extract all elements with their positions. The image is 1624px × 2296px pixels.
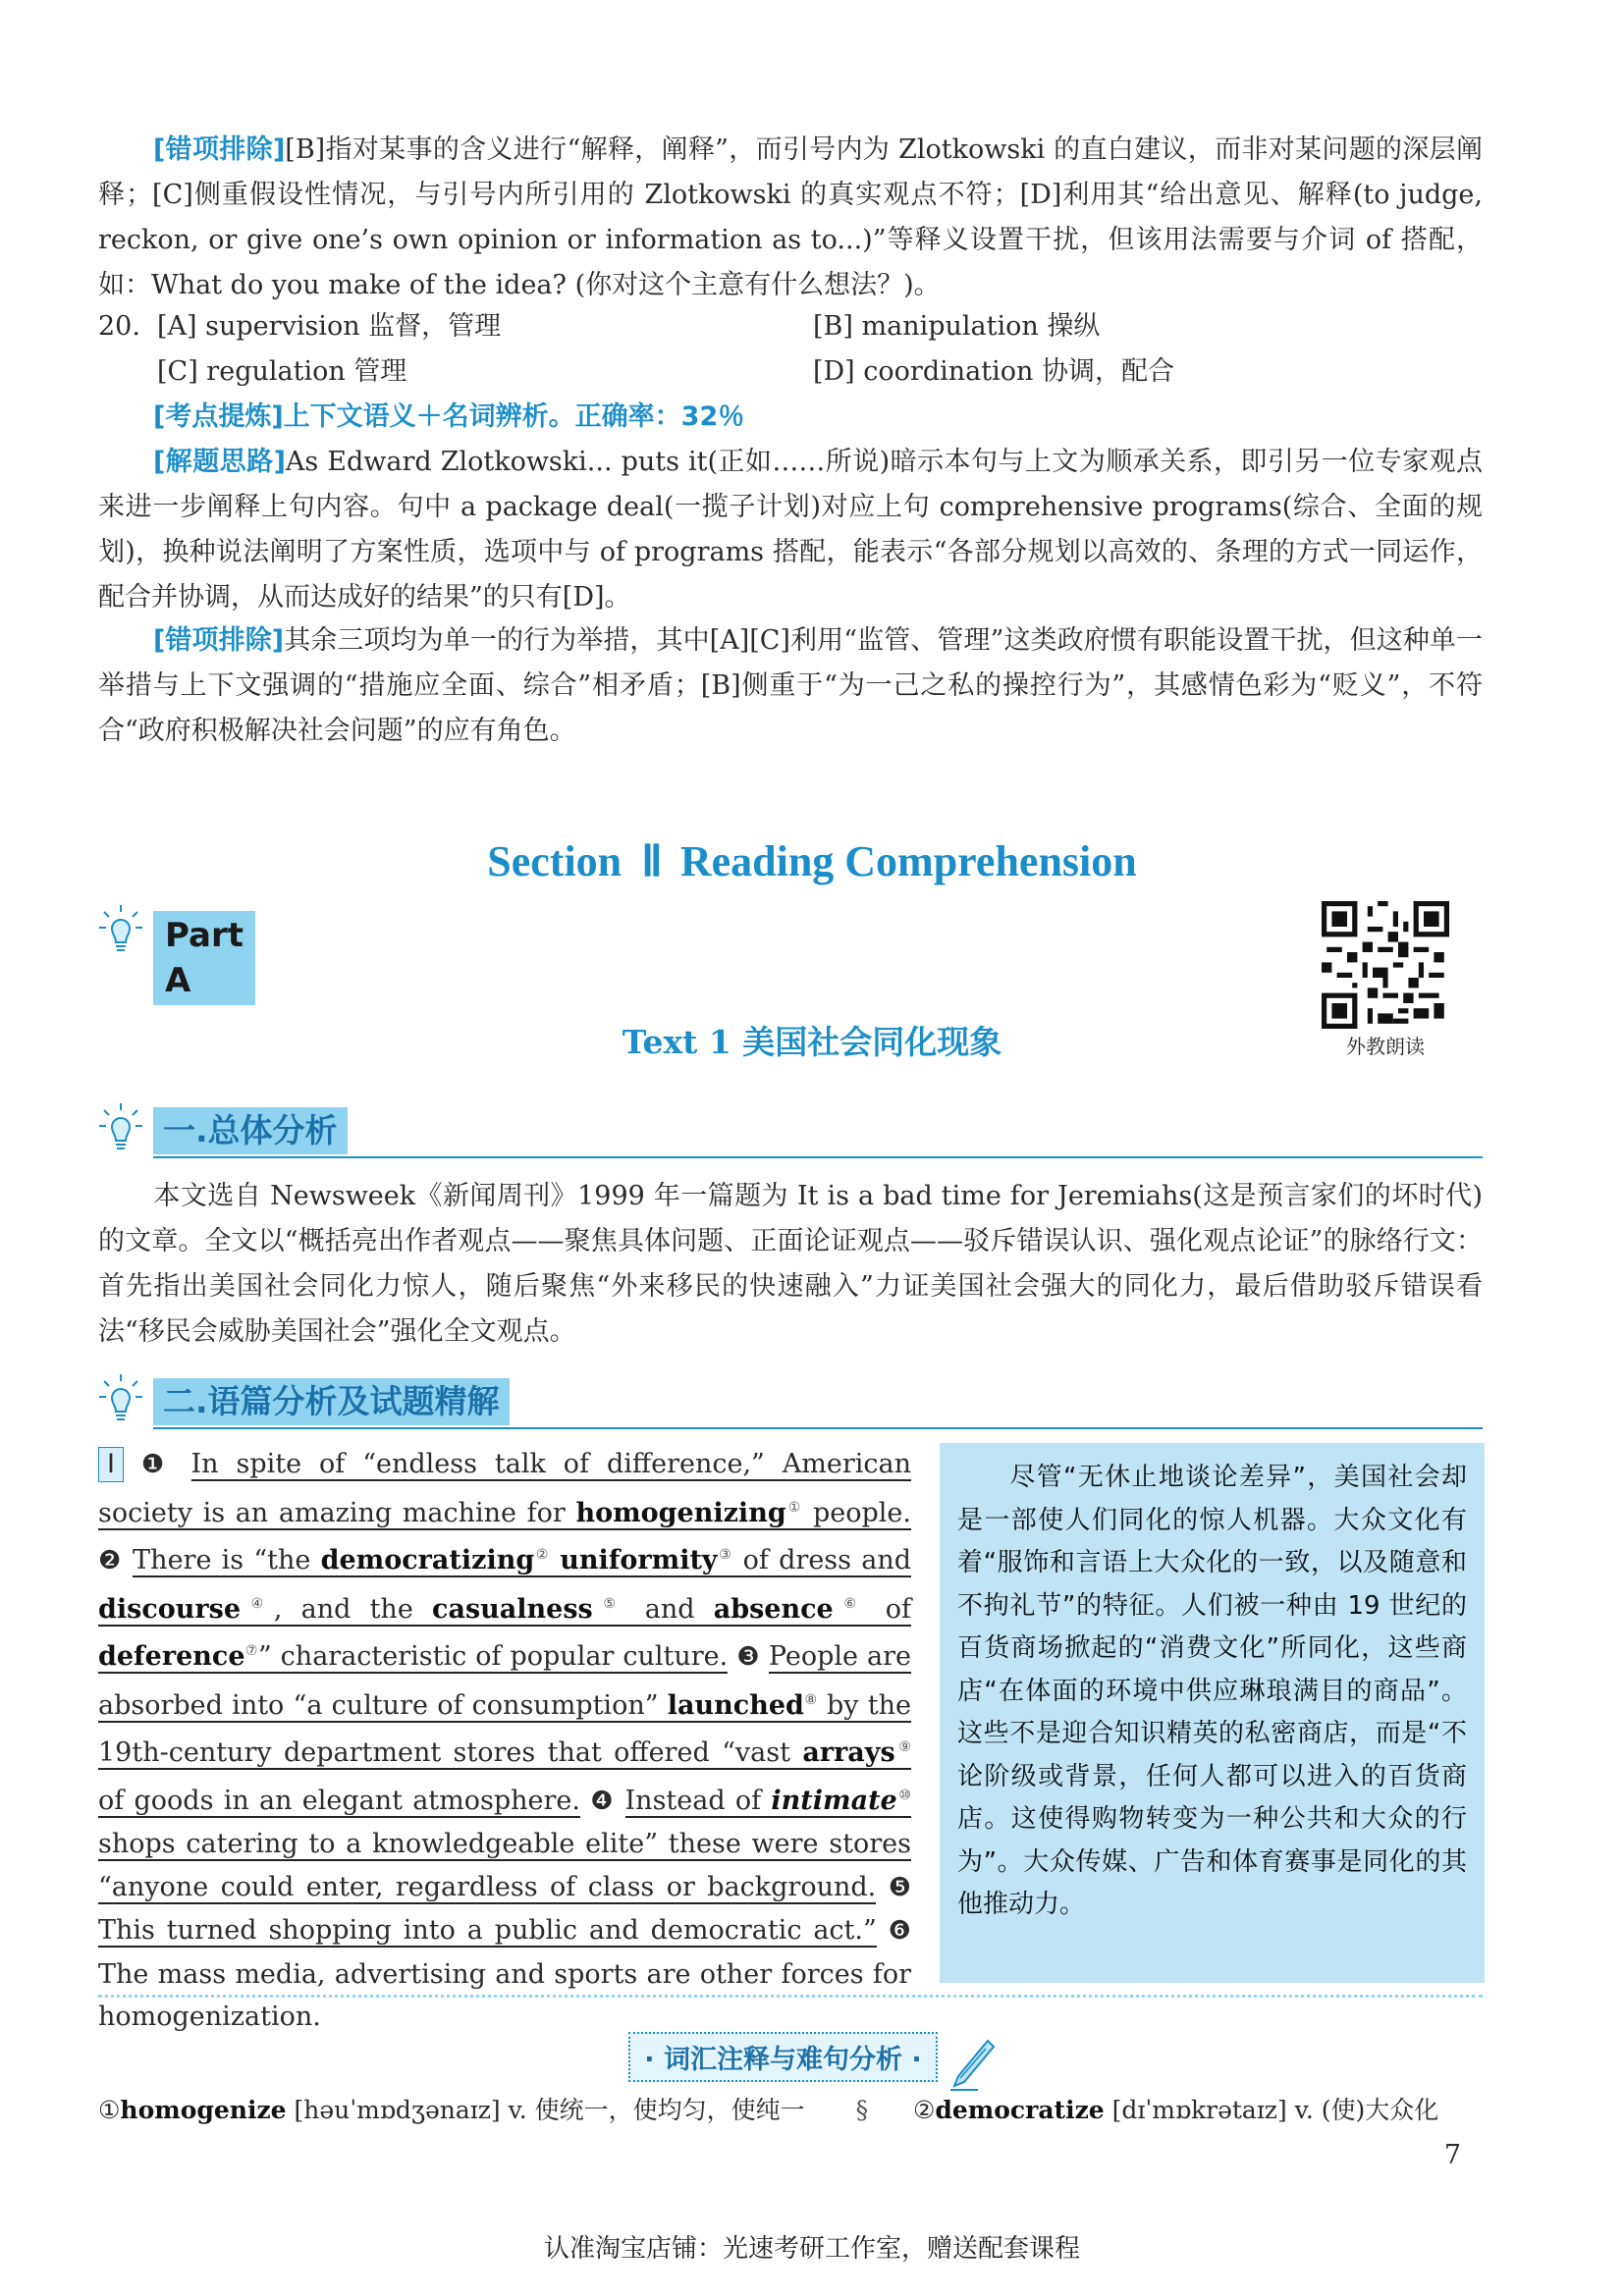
pen-icon: [948, 2037, 996, 2092]
sentence-6: The mass media, advertising and sports are other forces for homogenization.: [98, 1958, 911, 2032]
vocab-1-rest: [həuˈmɒdʒənaɪz] v. 使统一，使均匀，使纯一: [286, 2096, 805, 2124]
heading-rule: [153, 1427, 1483, 1429]
sentence-3-number: ❸: [736, 1642, 760, 1672]
q20-option-d: [D] coordination 协调，配合: [813, 356, 1174, 387]
sentence-2-number: ❷: [98, 1546, 123, 1575]
error-elimination-tag-2: [错项排除]: [153, 625, 285, 656]
qr-code-icon[interactable]: [1322, 901, 1449, 1029]
paragraph-label: I: [98, 1447, 124, 1482]
vocab-casualness: casualness: [432, 1593, 593, 1625]
test-point-tag: [考点提炼]: [153, 401, 284, 432]
section-title: [0, 836, 1624, 886]
dotted-divider: [98, 1995, 1483, 1998]
q19-error-paragraph: [98, 128, 1483, 308]
vocab-title: · 词汇注释与难句分析 ·: [628, 2032, 937, 2082]
sentence-2-text-e: of: [866, 1593, 911, 1625]
vocab-intimate: intimate: [771, 1785, 897, 1816]
overview-heading: [98, 1099, 1483, 1160]
sentence-6-number: ❻: [888, 1916, 911, 1946]
q20-error-text: 其余三项均为单一的行为举措，其中[A][C]利用“监管、管理”这类政府惯有职能设置干扰，但这种单一举措与上下文强调的“措施应全面、综合”相矛盾；[B]侧重于“为一己之私的操控行为”，其感情色彩为“贬义”，不符合“政府积极解决社会问题”的应有角色。: [98, 625, 1483, 746]
page-number: 7: [1443, 2140, 1461, 2170]
test-point-text: 上下文语义＋名词辨析。正确率：32％: [283, 401, 745, 432]
vocab-arrays: arrays: [802, 1737, 895, 1768]
sentence-4-number: ❹: [590, 1786, 616, 1816]
sentence-1-text-a: In spite of “endless talk of difference,” American society is an amazing machine for: [98, 1449, 911, 1528]
section-title-rest: Reading Comprehension: [679, 837, 1137, 885]
overview-text: 本文选自 Newsweek《新闻周刊》1999 年一篇题为 It is a bad time for Jeremiahs(这是预言家们的坏时代)的文章。全文以“概括亮出作者观点——聚焦具体问题、正面论证观点——驳斥错误认识、强化观点论证”的脉络行文：首先指出美国社会同化力惊人，随后聚焦“外来移民的快速融入”力证美国社会强大的同化力，最后借助驳斥错误看法“移民会威胁美国社会”强化全文观点。: [98, 1181, 1483, 1347]
translation-box: [940, 1443, 1485, 1983]
footer-note: 认准淘宝店铺：光速考研工作室，赠送配套课程: [543, 2234, 1080, 2264]
vocab-separator: §: [855, 2096, 869, 2124]
sentence-1: In spite of “endless talk of difference,” American society is an amazing machine for homogenizing① people.: [98, 1449, 911, 1528]
q20-option-a: [A] supervision 监督，管理: [157, 311, 502, 342]
vocab-deference: deference: [98, 1641, 245, 1672]
sentence-3: People are absorbed into “a culture of consumption” launched⑧ by the 19th-century department stores that offered “vast arrays⑨ of goods in an elegant atmosphere.: [98, 1641, 911, 1816]
lightbulb-icon: [98, 1372, 143, 1427]
sentence-2-text-a: There is “the: [133, 1545, 321, 1575]
text-title: Text 1 美国社会同化现象: [622, 1023, 1002, 1061]
overview-heading-label: 一.总体分析: [153, 1107, 348, 1154]
sentence-3-text-a: People are absorbed into “a culture of consumption”: [98, 1641, 911, 1721]
sentence-5: This turned shopping into a public and democratic act.”: [98, 1915, 877, 1946]
q20-solution-paragraph: [98, 440, 1483, 620]
sentence-3-text-c: of goods in an elegant atmosphere.: [98, 1785, 580, 1816]
q20-option-c: [C] regulation 管理: [157, 356, 407, 387]
vocab-title-wrap: [0, 2032, 1624, 2092]
sentence-3-text-b: by the 19th-century department stores that offered “vast: [98, 1689, 911, 1768]
vocab-uniformity: uniformity: [560, 1545, 718, 1575]
q19-error-text: [B]指对某事的含义进行“解释，阐释”，而引号内为 Zlotkowski 的直白建议，而非对某问题的深层阐释；[C]侧重假设性情况，与引号内所引用的 Zlotkowski 的真实观点不符；[D]利用其“给出意见、解释(to judge, reckon, or give one’s own opinion or information as to...)”等释义设置干扰，但该用法需要与介词 of 搭配，如：What do you make of the idea? (你对这个主意有什么想法？)。: [98, 134, 1483, 300]
sentence-1-number: ❶: [140, 1450, 174, 1479]
vocab-line: [98, 2091, 1483, 2130]
solution-idea-tag: [解题思路]: [153, 447, 286, 477]
vocab-launched: launched: [667, 1689, 804, 1721]
overview-paragraph: [98, 1174, 1483, 1355]
error-elimination-tag: [错项排除]: [153, 134, 286, 165]
section-title-prefix: Section: [487, 837, 623, 885]
sentence-4-text-a: Instead of: [624, 1785, 772, 1816]
q20-solution-text: As Edward Zlotkowski... puts it(正如……所说)暗示本句与上文为顺承关系，即引另一位专家观点来进一步阐释上句内容。句中 a package deal(一揽子计划)对应上句 comprehensive programs(综合、全面的规划)，换种说法阐明了方案性质，选项中与 of programs 搭配，能表示“各部分规划以高效的、条理的方式一同运作，配合并协调，从而达成好的结果”的只有[D]。: [98, 447, 1483, 613]
passage-analysis-heading-label: 二.语篇分析及试题精解: [153, 1378, 510, 1425]
sentence-2-text-d: and: [625, 1593, 714, 1625]
sentence-4-text-b: shops catering to a knowledgeable elite” these were stores “anyone could enter, regardless of class or background.: [98, 1829, 911, 1902]
vocab-2-number: ②: [913, 2096, 936, 2124]
vocab-2-rest: [dɪˈmɒkrətaɪz] v. (使)大众化: [1104, 2096, 1439, 2124]
vocab-1-word: homogenize: [120, 2096, 287, 2124]
vocab-1-number: ①: [98, 2096, 121, 2124]
vocab-discourse: discourse: [98, 1593, 242, 1625]
english-passage: [98, 1443, 911, 2039]
sentence-2-text-c: , and the: [273, 1593, 433, 1625]
q20-test-point: [98, 395, 1483, 440]
sentence-2-text-f: ” characteristic of popular culture.: [257, 1641, 729, 1672]
sentence-1-text-b: people.: [802, 1497, 911, 1528]
q20-option-b: [B] manipulation 操纵: [813, 311, 1101, 342]
q20-error-paragraph: [98, 618, 1483, 754]
sentence-5-number: ❺: [888, 1872, 911, 1902]
sentence-2-text-b: of dress and: [732, 1545, 911, 1575]
q20-number: 20.: [98, 311, 140, 342]
lightbulb-icon: [98, 1101, 143, 1156]
part-a-label: Part A: [153, 911, 255, 1005]
qr-caption: 外教朗读: [1346, 1035, 1425, 1058]
sentence-2: There is “the democratizing② uniformity③ of dress and discourse④, and the casualness⑤ and absence⑥ of deference⑦” characteristic of popular culture.: [98, 1545, 911, 1672]
section-title-roman: Ⅱ: [641, 837, 661, 885]
lightbulb-icon: [98, 903, 143, 958]
vocab-2-word: democratize: [935, 2096, 1105, 2124]
vocab-absence: absence: [713, 1593, 834, 1625]
heading-rule: [153, 1156, 1483, 1158]
vocab-democratizing: democratizing: [320, 1545, 535, 1575]
vocab-homogenizing: homogenizing: [575, 1497, 786, 1528]
translation-text: 尽管“无休止地谈论差异”，美国社会却是一部使人们同化的惊人机器。大众文化有着“服饰和言语上大众化的一致，以及随意和不拘礼节”的特征。人们被一种由 19 世纪的百货商场掀起的“消费文化”所同化，这些商店“在体面的环境中供应琳琅满目的商品”。这些不是迎合知识精英的私密商店，而是“不论阶级或背景，任何人都可以进入的百货商店。这使得购物转变为一种公共和大众的行为”。大众传媒、广告和体育赛事是同化的其他推动力。: [957, 1463, 1467, 1919]
sentence-4: Instead of intimate⑩ shops catering to a knowledgeable elite” these were stores “anyone could enter, regardless of class or background.: [98, 1785, 911, 1902]
passage-analysis-heading: [98, 1370, 1483, 1431]
